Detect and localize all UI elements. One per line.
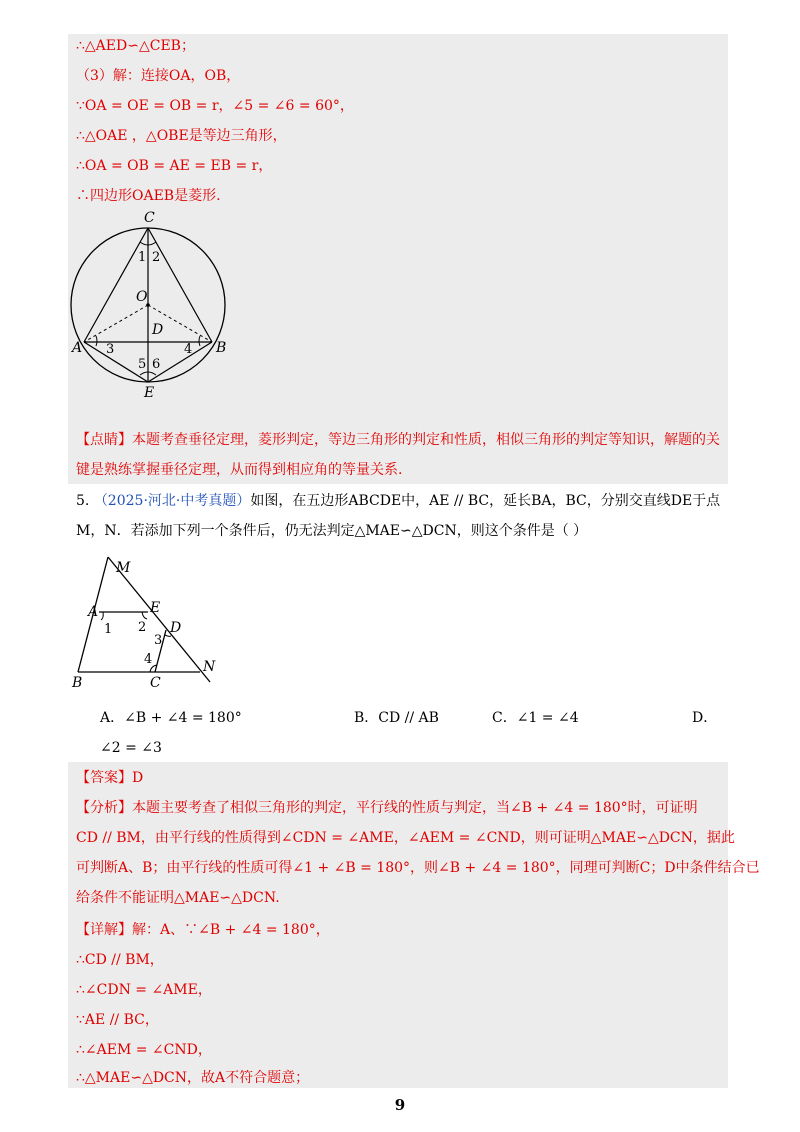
detail-text-1: 解：A、∵∠B + ∠4 = 180°， [132, 922, 330, 938]
detail-line-1 [76, 920, 330, 940]
angle-arc-b [199, 336, 200, 346]
question-number: 5. [76, 493, 90, 509]
detail-tag: 【详解】 [76, 922, 132, 938]
label-C: C [144, 210, 155, 226]
angle-label-1: 1 [104, 622, 113, 637]
angle-label-2: 2 [138, 620, 147, 635]
label-D: D [152, 322, 164, 338]
solution-line-6: ∴四边形OAEB是菱形. [76, 188, 221, 204]
analysis-tag: 【分析】 [76, 800, 132, 816]
angle-4: 4 [184, 342, 193, 357]
question-text-1: 如图，在五边形ABCDE中，AE // BC，延长BA，BC，分别交直线DE于点 [250, 493, 721, 509]
segment-OA [84, 305, 148, 342]
analysis-line-4: 给条件不能证明△MAE∽△DCN. [76, 890, 280, 906]
comment-tag: 【点睛】 [76, 432, 132, 448]
analysis-line-1 [76, 798, 698, 818]
detail-line-3: ∴∠CDN = ∠AME， [76, 982, 212, 998]
answer-tag: 【答案】 [76, 770, 132, 786]
label-A: A [72, 340, 83, 356]
segment-CA [84, 228, 148, 342]
analysis-line-2: CD // BM，由平行线的性质得到∠CDN = ∠AME，∠AEM = ∠CND，则可证明△MAE∽△DCN，据此 [76, 830, 735, 846]
detail-line-6: ∴△MAE∽△DCN，故A不符合题意； [76, 1070, 310, 1086]
solution-line-1: ∴△AED∽△CEB； [76, 38, 195, 54]
angle-label-3: 3 [154, 633, 163, 648]
circle-figure [60, 205, 260, 405]
angle-2: 2 [152, 250, 161, 265]
angle-3: 3 [106, 342, 115, 357]
question-line-2: M，N．若添加下列一个条件后，仍无法判定△MAE∽△DCN，则这个条件是（ ） [76, 523, 588, 539]
label-B: B [216, 340, 227, 356]
angle-arc-a [96, 336, 97, 346]
option-A: A．∠B + ∠4 = 180° [100, 710, 242, 726]
question-source: （2025·河北·中考真题） [93, 493, 251, 509]
question-line-1 [76, 491, 720, 511]
label-N: N [203, 659, 216, 675]
page-number: 9 [394, 1096, 406, 1114]
label-B2: B [72, 675, 83, 691]
label-D2: D [170, 620, 182, 636]
label-E: E [144, 385, 155, 401]
pentagon-figure [70, 552, 230, 692]
option-C: C．∠1 = ∠4 [492, 710, 579, 726]
solution-line-3: ∵OA = OE = OB = r，∠5 = ∠6 = 60°， [76, 98, 354, 114]
detail-line-2: ∴CD // BM， [76, 952, 164, 968]
angle-5: 5 [138, 357, 147, 372]
comment-line-2: 键是熟练掌握垂径定理，从而得到相应角的等量关系. [76, 462, 403, 478]
option-B: B．CD // AB [354, 710, 439, 726]
comment-line-1 [76, 430, 720, 450]
solution-line-4: ∴△OAE ，△OBE是等边三角形， [76, 128, 287, 144]
label-M: M [116, 560, 131, 576]
label-O: O [136, 289, 148, 305]
label-E2: E [150, 600, 161, 616]
option-D-label: D． [692, 710, 718, 726]
analysis-line-3: 可判断A、B；由平行线的性质可得∠1 + ∠B = 180°，则∠B + ∠4 = 180°，同理可判断C；D中条件结合已 [76, 860, 760, 876]
angle-1: 1 [138, 250, 147, 265]
angle-6: 6 [152, 357, 161, 372]
detail-line-5: ∴∠AEM = ∠CND， [76, 1042, 212, 1058]
angle-arc-2 [142, 612, 147, 619]
answer-value: D [132, 770, 144, 786]
angle-label-4: 4 [144, 652, 153, 667]
solution-line-5: ∴OA = OB = AE = EB = r， [76, 158, 273, 174]
label-C2: C [150, 675, 161, 691]
label-A2: A [88, 604, 99, 620]
angle-arc-1 [101, 612, 103, 620]
solution-line-2: （3）解：连接OA，OB， [76, 68, 241, 84]
analysis-text-1: 本题主要考查了相似三角形的判定，平行线的性质与判定，当∠B + ∠4 = 180°时，可证明 [132, 800, 698, 816]
detail-line-4: ∵AE // BC， [76, 1012, 159, 1028]
option-D-text: ∠2 = ∠3 [100, 740, 162, 756]
comment-text-1: 本题考查垂径定理，菱形判定，等边三角形的判定和性质，相似三角形的判定等知识，解题的关 [132, 432, 720, 448]
answer-line [76, 768, 143, 788]
